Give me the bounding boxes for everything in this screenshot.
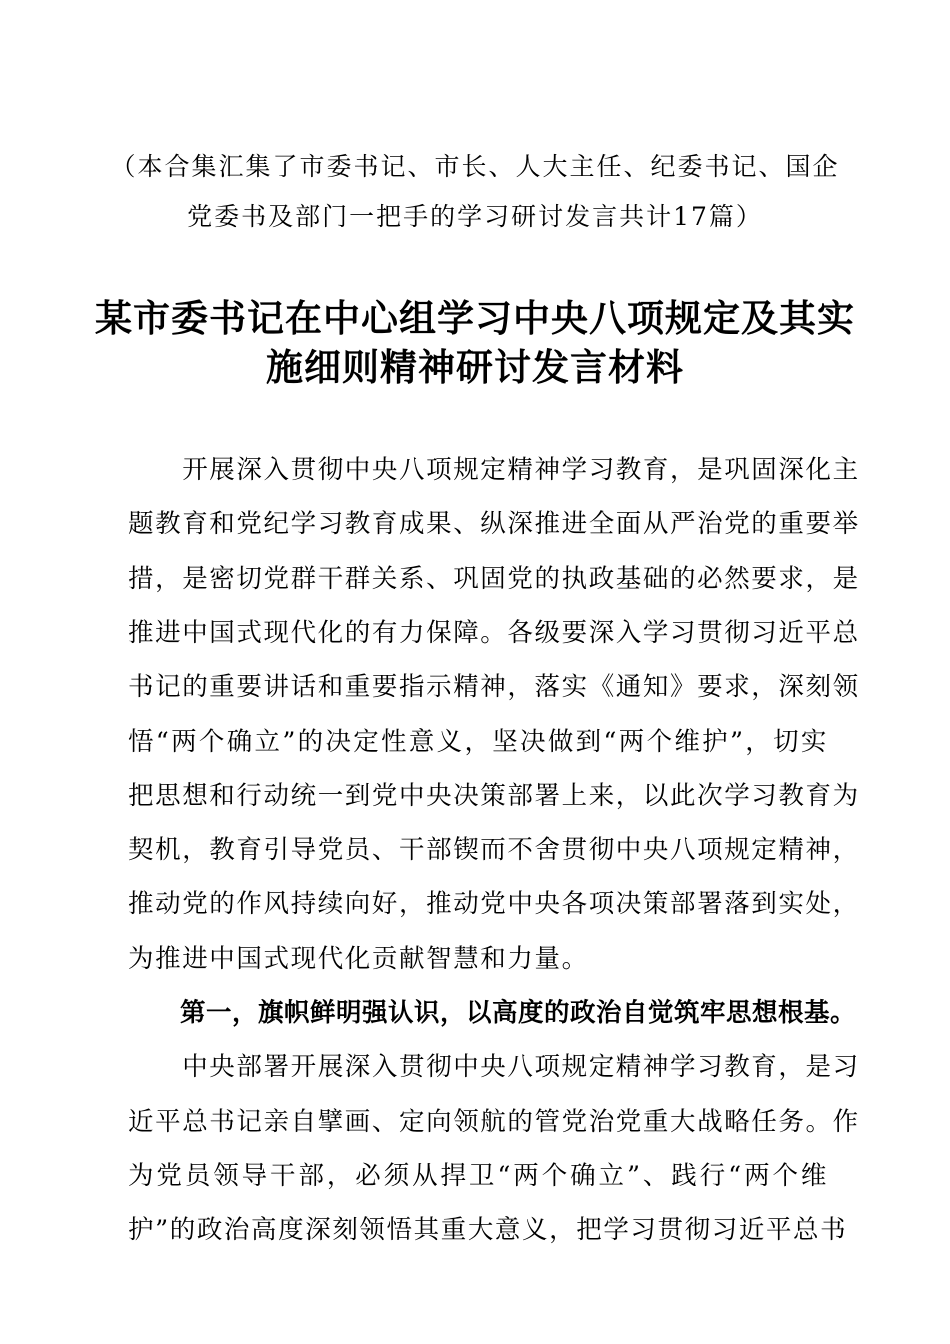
section-heading: 第一，旗帜鲜明强认识，以高度的政治自觉筑牢思想根基。 bbox=[128, 998, 857, 1028]
paragraph-line: 推动党的作风持续向好，推动党中央各项决策部署落到实处， bbox=[128, 889, 860, 920]
paragraph-line: 悟“两个确立”的决定性意义，坚决做到“两个维护”，切实 bbox=[128, 726, 828, 757]
paragraph-line: 中央部署开展深入贯彻中央八项规定精神学习教育，是习 bbox=[128, 1052, 860, 1083]
paragraph-line: 为推进中国式现代化贡献智慧和力量。 bbox=[128, 943, 589, 974]
paragraph-line: 书记的重要讲话和重要指示精神，落实《通知》要求，深刻领 bbox=[128, 672, 860, 703]
paragraph-line: 题教育和党纪学习教育成果、纵深推进全面从严治党的重要举 bbox=[128, 509, 860, 540]
title-line: 某市委书记在中心组学习中央八项规定及其实 bbox=[95, 296, 855, 340]
paragraph-line: 为党员领导干部，必须从捍卫“两个确立”、践行“两个维 bbox=[128, 1160, 828, 1191]
paragraph-line: 近平总书记亲自擘画、定向领航的管党治党重大战略任务。作 bbox=[128, 1106, 860, 1137]
title-line: 施细则精神研讨发言材料 bbox=[266, 345, 684, 389]
paragraph-line: 护”的政治高度深刻领悟其重大意义，把学习贯彻习近平总书 bbox=[128, 1215, 848, 1246]
paragraph-line: 措，是密切党群干群关系、巩固党的执政基础的必然要求，是 bbox=[128, 563, 860, 594]
paragraph-line: 开展深入贯彻中央八项规定精神学习教育，是巩固深化主 bbox=[128, 455, 860, 485]
paragraph-line: 契机，教育引导党员、干部锲而不舍贯彻中央八项规定精神， bbox=[128, 835, 860, 866]
paragraph-line: 推进中国式现代化的有力保障。各级要深入学习贯彻习近平总 bbox=[128, 617, 860, 648]
note-line: （本合集汇集了市委书记、市长、人大主任、纪委书记、国企 bbox=[110, 152, 840, 181]
note-line: 党委书及部门一把手的学习研讨发言共计17篇） bbox=[187, 202, 763, 231]
paragraph-line: 把思想和行动统一到党中央决策部署上来，以此次学习教育为 bbox=[128, 780, 860, 811]
